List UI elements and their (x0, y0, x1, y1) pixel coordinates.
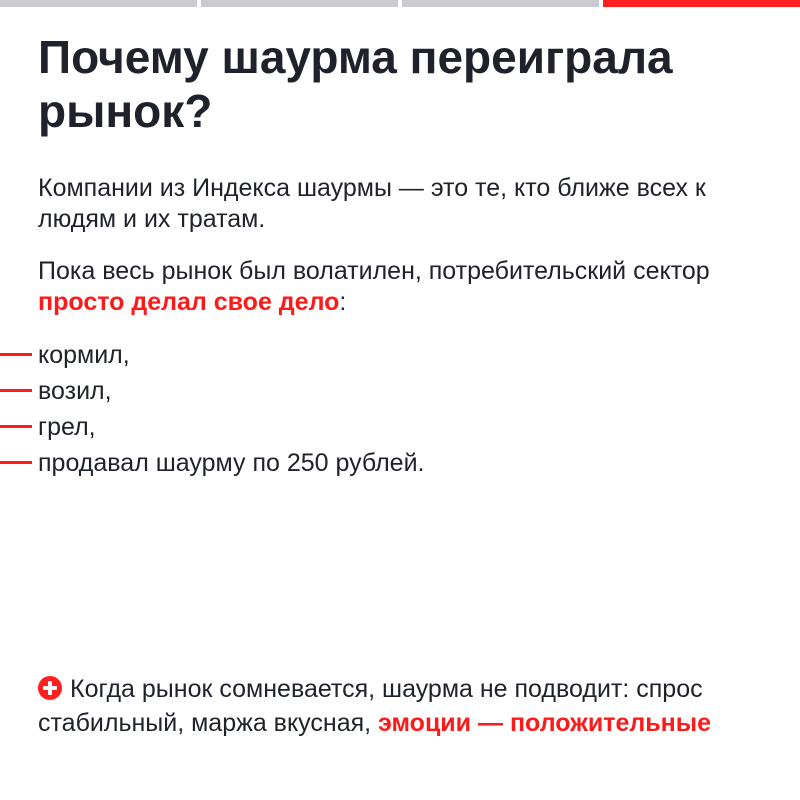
list-item-text: продавал шаурму по 250 рублей. (38, 449, 425, 477)
list-item (0, 337, 425, 373)
dash-bullet-icon (0, 425, 32, 428)
story-progress-bar (0, 0, 800, 7)
plus-circle-icon (38, 676, 62, 700)
conclusion-text: Когда рынок сомневается, шаурма не подводит: спрос стабильный, маржа вкусная, (38, 675, 703, 737)
list-item-text: грел, (38, 413, 96, 441)
conclusion-paragraph (38, 672, 778, 740)
dash-bullet-icon (0, 353, 32, 356)
progress-segment-1[interactable] (0, 0, 197, 7)
list-item (0, 445, 425, 481)
list-item (0, 373, 425, 409)
list-item-text: кормил, (38, 341, 130, 369)
dash-bullet-icon (0, 389, 32, 392)
progress-segment-4-active[interactable] (603, 0, 800, 7)
market-paragraph-text: Пока весь рынок был волатилен, потребительский сектор (38, 257, 710, 285)
list-item (0, 409, 425, 445)
progress-segment-2[interactable] (201, 0, 398, 7)
page-title: Почему шаурма переиграла рынок? (38, 31, 673, 137)
market-paragraph-end: : (339, 288, 347, 316)
progress-segment-3[interactable] (402, 0, 599, 7)
market-paragraph (38, 256, 768, 318)
highlight-text: просто делал свое дело (38, 288, 340, 316)
intro-paragraph: Компании из Индекса шаурмы — это те, кто ближе всех к людям и их тратам. (38, 174, 706, 233)
activity-list (0, 337, 425, 481)
dash-bullet-icon (0, 461, 32, 464)
list-item-text: возил, (38, 377, 112, 405)
conclusion-highlight: эмоции — положительные (378, 709, 712, 737)
